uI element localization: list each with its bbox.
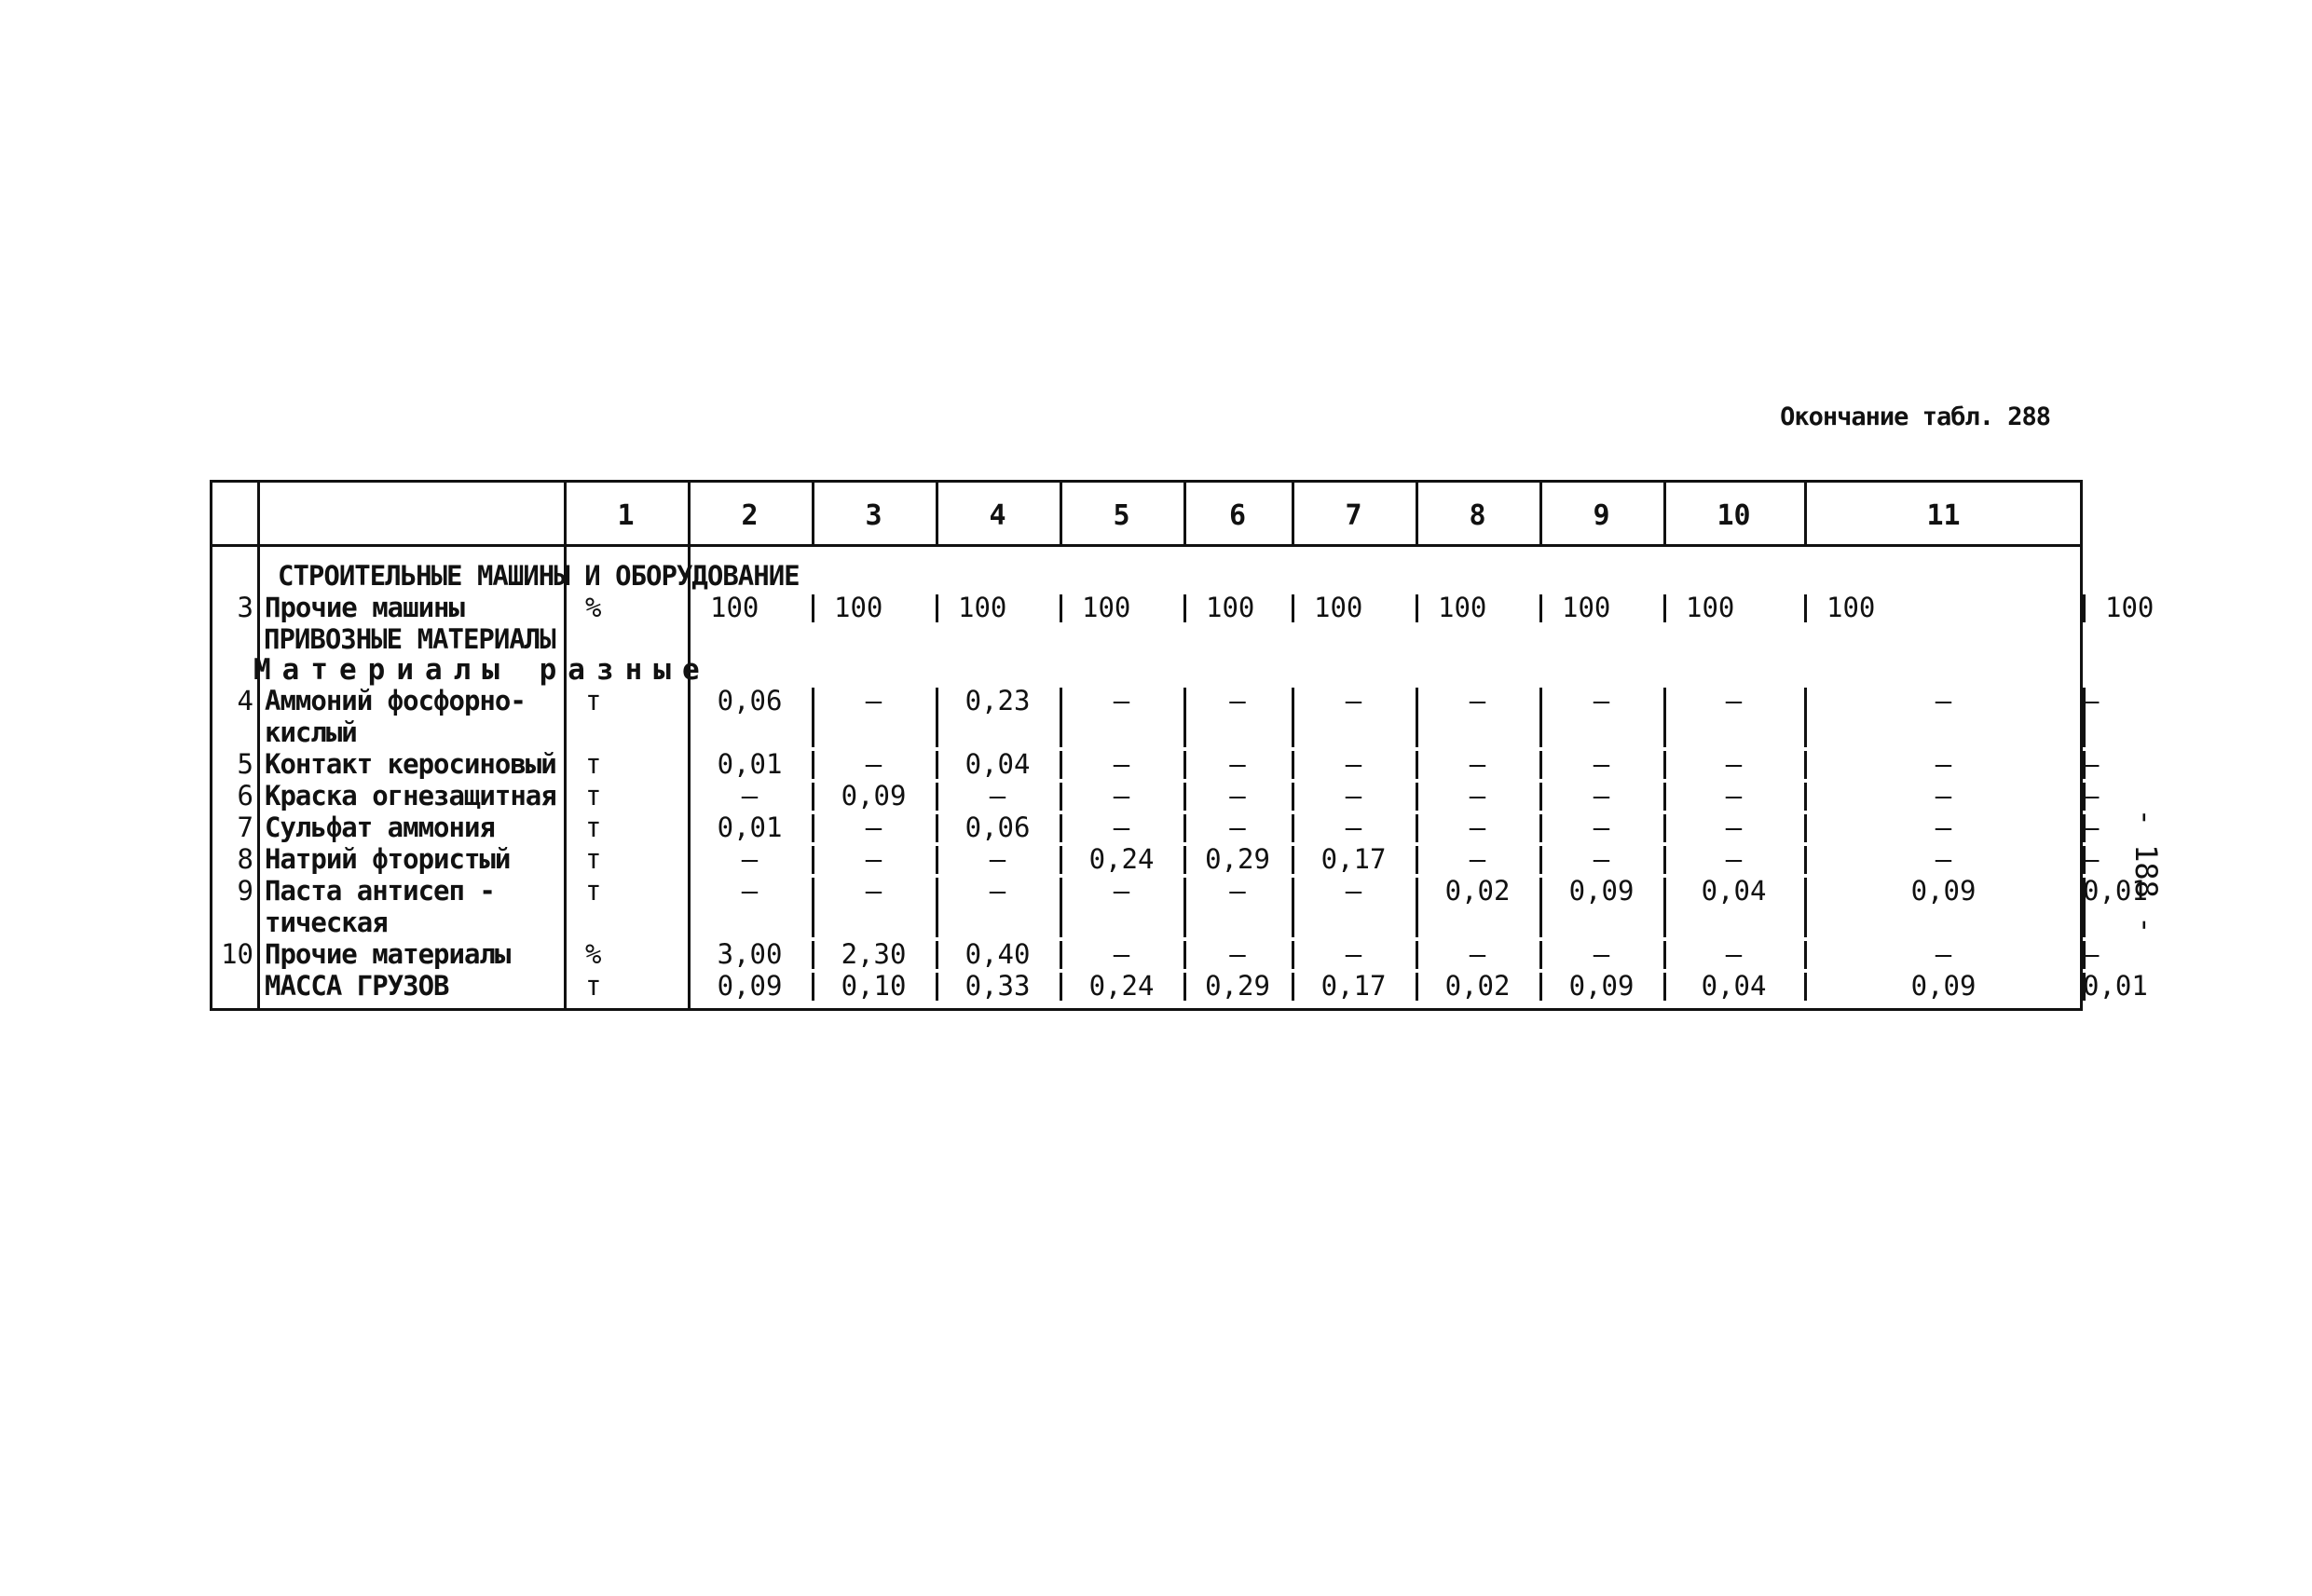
table-cell: 100 xyxy=(1206,592,1255,623)
column-number-header: 6 xyxy=(1228,499,1247,532)
table-cell: – xyxy=(1469,780,1486,812)
column-number-header: 4 xyxy=(989,499,1006,532)
table-cell: – xyxy=(1229,780,1246,812)
table-cell: 0,09 xyxy=(1568,970,1635,1002)
row-name: Паста антисеп - xyxy=(265,875,495,907)
table-cell: – xyxy=(741,875,759,907)
table-cell: – xyxy=(1935,938,1952,970)
table-cell: – xyxy=(1725,780,1743,812)
table-cell: 0,09 xyxy=(1568,875,1635,907)
table-cell: 0,23 xyxy=(964,685,1031,716)
cell-separator xyxy=(1292,594,1294,622)
table-cell: 100 xyxy=(1082,592,1131,623)
table-cell: – xyxy=(1113,780,1130,812)
row-number: 6 xyxy=(237,780,253,812)
column-number-header: 5 xyxy=(1113,499,1130,532)
table-cell: – xyxy=(989,875,1006,907)
table-cell: – xyxy=(1469,812,1486,843)
table-cell: 0,01 xyxy=(717,812,783,843)
table-cell: – xyxy=(865,875,882,907)
table-cell: 100 xyxy=(2105,592,2155,623)
row-unit: т xyxy=(585,812,602,843)
table-cell: – xyxy=(1345,685,1362,716)
table-cell: 0,40 xyxy=(964,938,1031,970)
cell-separator xyxy=(1804,594,1807,622)
table-cell: – xyxy=(1469,685,1486,716)
table-cell: 3,00 xyxy=(717,938,783,970)
table-cell: 0,06 xyxy=(964,812,1031,843)
table-cell: 0,04 xyxy=(1701,875,1767,907)
table-cell: 100 xyxy=(710,592,759,623)
table-cell: 0,10 xyxy=(841,970,907,1002)
table-cell: – xyxy=(1229,685,1246,716)
row-name: Прочие материалы xyxy=(265,938,511,970)
table-cell: – xyxy=(1935,685,1952,716)
table-cell: 0,29 xyxy=(1205,970,1270,1002)
table-cell: – xyxy=(1593,748,1610,780)
table-cell: 2,30 xyxy=(841,938,907,970)
table-cell: 0,33 xyxy=(964,970,1031,1002)
table-cell: – xyxy=(1113,685,1130,716)
table-cell: – xyxy=(1229,875,1246,907)
cell-separator xyxy=(936,594,938,622)
row-name: Прочие машины xyxy=(265,592,464,623)
table-cell: 0,06 xyxy=(717,685,783,716)
table-cell: – xyxy=(1229,748,1246,780)
row-name: кислый xyxy=(265,716,357,748)
table-cell: – xyxy=(1593,843,1610,875)
table-cell: – xyxy=(1469,843,1486,875)
table-cell: 100 xyxy=(958,592,1007,623)
table-cell: – xyxy=(1469,938,1486,970)
table-cell: 0,01 xyxy=(717,748,783,780)
table-cell: – xyxy=(1113,812,1130,843)
table-cell: 0,17 xyxy=(1320,843,1387,875)
column-number-header: 3 xyxy=(865,499,882,532)
table-cell: – xyxy=(1725,748,1743,780)
row-name: Краска огнезащитная xyxy=(265,780,556,812)
column-number-header: 2 xyxy=(741,499,759,532)
row-name: МАССА ГРУЗОВ xyxy=(265,970,449,1002)
table-cell: 100 xyxy=(1562,592,1611,623)
table-cell: – xyxy=(2083,685,2100,716)
section-title-materials: Материалы разные xyxy=(253,653,711,687)
table-cell: – xyxy=(865,685,882,716)
table-cell: – xyxy=(1593,685,1610,716)
table-cell: – xyxy=(1593,780,1610,812)
table-cell: 0,29 xyxy=(1205,843,1270,875)
column-number-header: 9 xyxy=(1593,499,1610,532)
cell-separator xyxy=(1060,594,1062,622)
page-number: - 188 - xyxy=(2128,808,2164,934)
table-cell: – xyxy=(865,812,882,843)
table-cell: – xyxy=(2083,938,2100,970)
table-cell: 0,02 xyxy=(1444,970,1511,1002)
row-name: Аммоний фосфорно- xyxy=(265,685,526,716)
row-number: 7 xyxy=(237,812,253,843)
table-cell: 100 xyxy=(834,592,883,623)
table-cell: – xyxy=(1345,938,1362,970)
table-cell: 0,01 xyxy=(2083,875,2148,907)
table-cell: – xyxy=(865,843,882,875)
column-number-header: 10 xyxy=(1717,499,1751,532)
table-cell: 100 xyxy=(1826,592,1876,623)
table-cell: – xyxy=(1469,748,1486,780)
table-cell: 0,09 xyxy=(841,780,907,812)
table-cell: – xyxy=(1113,748,1130,780)
cell-separator xyxy=(1539,594,1542,622)
table-cell: – xyxy=(1593,812,1610,843)
row-unit: т xyxy=(585,875,602,907)
table-caption: Окончание табл. 288 xyxy=(1780,402,2050,431)
table-cell: – xyxy=(2083,748,2100,780)
table-cell: 0,02 xyxy=(1444,875,1511,907)
table-cell: 100 xyxy=(1438,592,1487,623)
table-cell: – xyxy=(741,780,759,812)
cell-separator xyxy=(2083,594,2086,622)
table-cell: – xyxy=(1345,780,1362,812)
table-cell: – xyxy=(1725,812,1743,843)
table-cell: 0,01 xyxy=(2083,970,2148,1002)
table-cell: 0,09 xyxy=(1910,875,1977,907)
row-unit: т xyxy=(585,843,602,875)
cell-separator xyxy=(1183,594,1186,622)
table-cell: – xyxy=(1345,748,1362,780)
table-cell: – xyxy=(741,843,759,875)
table-cell: 0,17 xyxy=(1320,970,1387,1002)
row-unit: % xyxy=(585,592,602,623)
row-number: 5 xyxy=(237,748,253,780)
table-cell: 0,09 xyxy=(717,970,783,1002)
table-cell: – xyxy=(2083,843,2100,875)
column-number-header: 11 xyxy=(1926,499,1961,532)
row-number: 8 xyxy=(237,843,253,875)
table-cell: 0,04 xyxy=(1701,970,1767,1002)
table-cell: – xyxy=(2083,812,2100,843)
table-cell: – xyxy=(1345,875,1362,907)
table-cell: – xyxy=(1725,938,1743,970)
row-name: Сульфат аммония xyxy=(265,812,495,843)
table-cell: 100 xyxy=(1314,592,1363,623)
row-name: тическая xyxy=(265,907,388,938)
row-unit: % xyxy=(585,938,602,970)
row-number: 3 xyxy=(237,592,253,623)
table-cell: 0,04 xyxy=(964,748,1031,780)
cell-separator xyxy=(1416,594,1418,622)
row-number: 9 xyxy=(237,875,253,907)
row-unit: т xyxy=(585,748,602,780)
table-cell: – xyxy=(1345,812,1362,843)
column-number-header: 7 xyxy=(1345,499,1362,532)
table-cell: – xyxy=(1935,843,1952,875)
header-divider xyxy=(212,544,2080,547)
table-cell: – xyxy=(2083,780,2100,812)
table-cell: – xyxy=(1935,812,1952,843)
row-name: Контакт керосиновый xyxy=(265,748,556,780)
column-number-header: 1 xyxy=(617,499,635,532)
table-cell: 0,09 xyxy=(1910,970,1977,1002)
table-cell: – xyxy=(1113,875,1130,907)
table-cell: – xyxy=(1935,748,1952,780)
section-title-machines: СТРОИТЕЛЬНЫЕ МАШИНЫ И ОБОРУДОВАНИЕ xyxy=(278,560,800,592)
table-cell: – xyxy=(1229,938,1246,970)
row-unit: т xyxy=(585,685,602,716)
section-title-imported: ПРИВОЗНЫЕ МАТЕРИАЛЫ xyxy=(264,623,555,655)
row-number: 10 xyxy=(221,938,253,970)
cell-separator xyxy=(812,594,814,622)
column-line-num xyxy=(257,483,260,1008)
table-cell: – xyxy=(1229,812,1246,843)
table-cell: 0,24 xyxy=(1088,970,1155,1002)
table-cell: – xyxy=(1725,843,1743,875)
table-cell: – xyxy=(1113,938,1130,970)
table-cell: 0,24 xyxy=(1088,843,1155,875)
row-unit: т xyxy=(585,780,602,812)
table-cell: – xyxy=(865,748,882,780)
table-cell: 100 xyxy=(1686,592,1735,623)
column-number-header: 8 xyxy=(1469,499,1486,532)
row-number: 4 xyxy=(237,685,253,716)
table-cell: – xyxy=(989,780,1006,812)
table-cell: – xyxy=(1593,938,1610,970)
row-name: Натрий фтористый xyxy=(265,843,511,875)
table-cell: – xyxy=(1935,780,1952,812)
row-unit: т xyxy=(585,970,602,1002)
table-cell: – xyxy=(989,843,1006,875)
table-cell: – xyxy=(1725,685,1743,716)
cell-separator xyxy=(1663,594,1666,622)
